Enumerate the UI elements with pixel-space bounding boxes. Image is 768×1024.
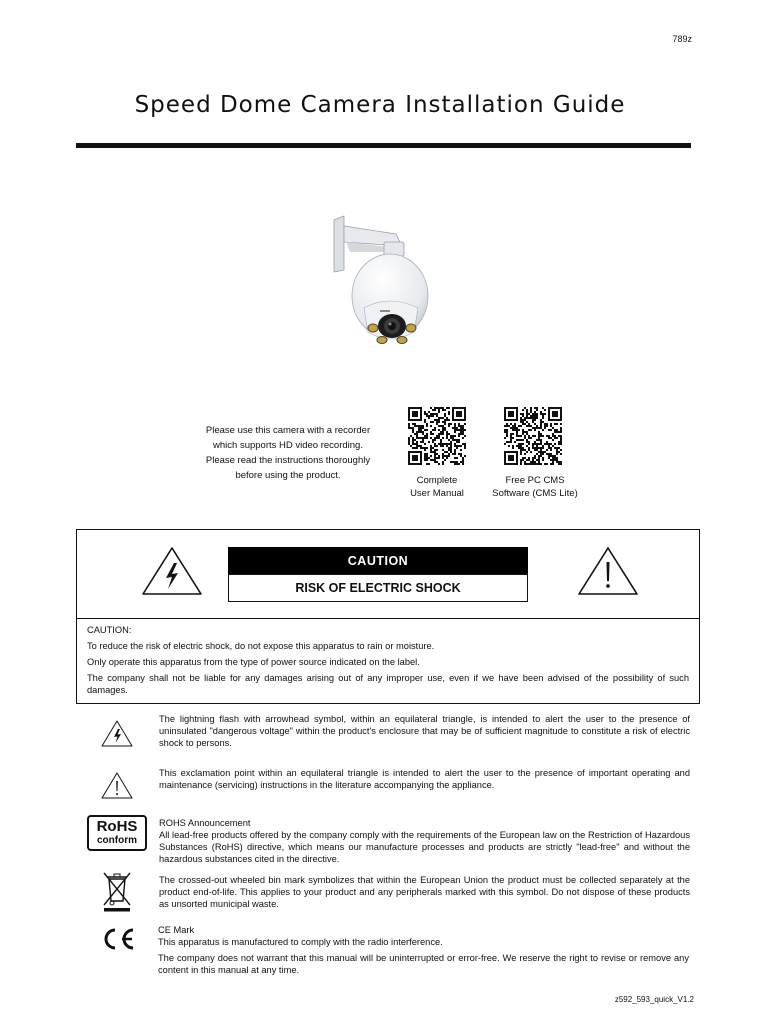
caution-banner: CAUTION: [228, 547, 528, 574]
caution-label: CAUTION:: [87, 625, 132, 635]
lightning-symbol-text: [159, 713, 690, 749]
intro-line: Please read the instructions thoroughly: [205, 455, 371, 466]
ce-mark-icon: [98, 927, 138, 951]
symbol-description: The lightning flash with arrowhead symbol, within an equilateral triangle, is intended to alert the user to the presence of uninsulated "dangerous voltage" within the product's enclosure that may be of sufficient magnitude to constitute a risk of electric shock to persons.: [159, 714, 690, 748]
page-code: 789z: [672, 34, 692, 44]
qr-caption-line: Software (CMS Lite): [492, 488, 578, 499]
intro-line: Please use this camera with a recorder: [205, 425, 371, 436]
qr-code-icon[interactable]: [408, 407, 466, 465]
qr-caption-line: Free PC CMS: [505, 475, 565, 486]
exclamation-symbol-text: [159, 767, 690, 791]
camera-image: [326, 212, 438, 352]
symbol-description: This exclamation point within an equilateral triangle is intended to alert the user to the presence of important operating and maintenance (servicing) instructions in the literature accompanying the appliance.: [159, 768, 690, 790]
page-title: Speed Dome Camera Installation Guide: [134, 92, 626, 118]
ce-text: [158, 924, 689, 976]
caution-line: To reduce the risk of electric shock, do not expose this apparatus to rain or moisture.: [87, 641, 435, 651]
symbol-description: The crossed-out wheeled bin mark symbolizes that within the European Union the product must be collected separately at the product end-of-life. This applies to your product and any peripherals marked with this symbol. Do not dispose of these products as unsorted municipal waste.: [159, 875, 690, 909]
symbol-description: The company does not warrant that this manual will be uninterrupted or error-free. We reserve the right to revise or remove any content in this manual at any time.: [158, 953, 689, 975]
symbol-description: This apparatus is manufactured to comply with the radio interference.: [158, 937, 443, 947]
exclamation-warning-icon: [90, 770, 144, 800]
caution-line: The company shall not be liable for any damages arising out of any improper use, even if we have been advised of the possibility of such damages.: [87, 673, 689, 695]
exclamation-warning-icon: [577, 546, 639, 596]
ce-heading: CE Mark: [158, 925, 195, 935]
rohs-logo-subtext: conform: [97, 835, 137, 846]
intro-line: which supports HD video recording.: [213, 440, 363, 451]
caution-subtitle: RISK OF ELECTRIC SHOCK: [228, 574, 528, 602]
rohs-text: [159, 817, 690, 865]
rohs-logo-text: RoHS: [96, 818, 138, 835]
crossed-bin-icon: [100, 870, 134, 912]
intro-text: [188, 423, 388, 483]
lightning-warning-icon: [141, 546, 203, 596]
qr-caption-software: [475, 474, 595, 500]
title-divider: [76, 143, 691, 148]
document-code: z592_593_quick_V1.2: [614, 995, 694, 1004]
caution-line: Only operate this apparatus from the type of power source indicated on the label.: [87, 657, 420, 667]
intro-line: before using the product.: [235, 470, 341, 481]
lightning-warning-icon: [90, 718, 144, 748]
qr-caption-line: Complete: [416, 475, 458, 486]
rohs-logo: [87, 815, 147, 851]
rohs-heading: ROHS Announcement: [159, 818, 251, 828]
weee-text: [159, 874, 690, 910]
symbol-description: All lead-free products offered by the company comply with the requirements of the European law on the Restriction of Hazardous Substances (RoHS) directive, which means our manufacture processes and products are strictly "lead-free" and without the hazardous substances cited in the directive.: [159, 830, 690, 864]
caution-text: [76, 618, 700, 704]
qr-caption-line: User Manual: [410, 488, 464, 499]
qr-code-icon[interactable]: [504, 407, 562, 465]
